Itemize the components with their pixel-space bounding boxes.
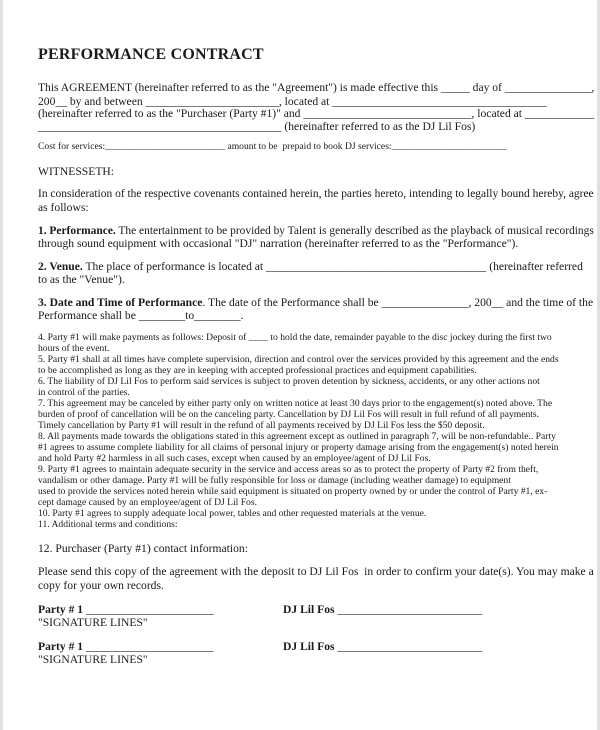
party1-signature-line xyxy=(38,603,214,617)
clause-line: 7. This agreement may be canceled by either party only on written notice at least 30 days prior to the engagement(s) noted above. The xyxy=(38,398,553,409)
clause-line: burden of proof of cancellation will be on the canceling party. Cancellation by DJ Lil Fos will result in full refund of all payments. xyxy=(38,409,540,420)
party1-signature-line xyxy=(38,640,214,654)
clause-line: 11. Additional terms and conditions: xyxy=(38,519,178,530)
section-2-line xyxy=(38,260,583,274)
send-copy-line: copy for your own records. xyxy=(38,579,164,592)
section-2-line: to as the "Venue"). xyxy=(38,273,125,286)
party1-label: Party # 1 xyxy=(38,603,84,616)
party1-blank: ______________________ xyxy=(83,603,214,616)
intro-line: 200__ by and between _______________________, located at _____________________________________ xyxy=(38,95,547,108)
clause-line: vandalism or other damage. Party #1 will be fully responsible for loss or damage (including weather damage) to equipment xyxy=(38,475,511,486)
clause-line: cept damage caused by an employee/agent of DJ Lil Fos. xyxy=(38,497,257,508)
signature-lines-caption: "SIGNATURE LINES" xyxy=(38,653,148,666)
section-3-heading: 3. Date and Time of Performance xyxy=(38,296,203,309)
dj-label: DJ Lil Fos xyxy=(283,640,335,653)
party1-blank: ______________________ xyxy=(83,640,214,653)
cost-line: Cost for services:_________________________ amount to be prepaid to book DJ services:________________________ xyxy=(38,141,507,152)
consideration-line: In consideration of the respective covenants contained herein, the parties hereto, intending to legally bound hereby, agree xyxy=(38,187,594,200)
party1-label: Party # 1 xyxy=(38,640,84,653)
clause-line: used to provide the services noted herein while said equipment is situated on property owned by or under the control of Party #1, ex- xyxy=(38,486,548,497)
intro-line: __________________________________________ (hereinafter referred to as the DJ Lil Fos) xyxy=(38,120,476,133)
clause-line: #1 agrees to assume complete liability for all claims of personal injury or property damage arising from the engagement(s) noted herein xyxy=(38,442,559,453)
clause-line: Timely cancellation by Party #1 will result in the refund of all payments received by DJ Lil Fos less the $50 deposit. xyxy=(38,420,485,431)
consideration-line: as follows: xyxy=(38,201,89,214)
send-copy-line: Please send this copy of the agreement with the deposit to DJ Lil Fos in order to confirm your date(s). You may make a xyxy=(38,565,594,578)
intro-line: (hereinafter referred to as the "Purchaser (Party #1)" and _____________________________, located at ____________ xyxy=(38,107,595,120)
clause-line: 4. Party #1 will make payments as follows: Deposit of ____ to hold the date, remainder payable to the disc jockey during the first two xyxy=(38,332,552,343)
signature-lines-caption: "SIGNATURE LINES" xyxy=(38,616,148,629)
section-3-line: Performance shall be ________to________. xyxy=(38,309,244,322)
left-margin-bar xyxy=(0,0,3,730)
section-3-line xyxy=(38,296,593,310)
section-1-heading: 1. Performance. xyxy=(38,224,116,237)
clause-line: to be accomplished as long as they are in keeping with accepted professional practices and equipment capabilities. xyxy=(38,365,477,376)
clause-line: 10. Party #1 agrees to supply adequate local power, tables and other requested materials at the venue. xyxy=(38,508,427,519)
dj-signature-line xyxy=(283,640,482,654)
section-1-line: through sound equipment with occasional "DJ" narration (hereinafter referred to as the "Performance"). xyxy=(38,237,519,250)
section-3-text: . The date of the Performance shall be _______________, 200__ and the time of the xyxy=(202,296,594,309)
section-1-line xyxy=(38,224,594,238)
clause-line: 5. Party #1 shall at all times have complete supervision, direction and control over the services provided by this agreement and the ends xyxy=(38,354,559,365)
clause-line: and hold Party #2 harmless in all such cases, except when caused by an employee/agent of DJ Lil Fos. xyxy=(38,453,431,464)
dj-label: DJ Lil Fos xyxy=(283,603,335,616)
intro-line: This AGREEMENT (hereinafter referred to as the "Agreement") is made effective this _____ day of _______________, xyxy=(38,81,595,94)
section-2-text: The place of performance is located at ______________________________________ (hereinafter referred xyxy=(82,260,583,273)
contact-info-line: 12. Purchaser (Party #1) contact information: xyxy=(38,542,248,555)
dj-blank: _________________________ xyxy=(334,603,483,616)
page-title: PERFORMANCE CONTRACT xyxy=(38,46,264,63)
clause-line: 8. All payments made towards the obligations stated in this agreement except as outlined in paragraph 7, will be non-refundable.. Party xyxy=(38,431,556,442)
section-1-text: The entertainment to be provided by Talent is generally described as the playback of musical recordings xyxy=(115,224,594,237)
clause-line: in control of the parties. xyxy=(38,387,130,398)
clause-line: 6. The liability of DJ Lil Fos to perform said services is subject to proven detention by sickness, accidents, or any other actions not xyxy=(38,376,540,387)
clause-line: 9. Party #1 agrees to maintain adequate security in the service and access areas so as to protect the property of Party #2 from theft, xyxy=(38,464,539,475)
dj-signature-line xyxy=(283,603,482,617)
witnesseth-heading: WITNESSETH: xyxy=(38,165,114,178)
section-2-heading: 2. Venue. xyxy=(38,260,83,273)
clause-line: hours of the event. xyxy=(38,343,110,354)
dj-blank: _________________________ xyxy=(334,640,483,653)
